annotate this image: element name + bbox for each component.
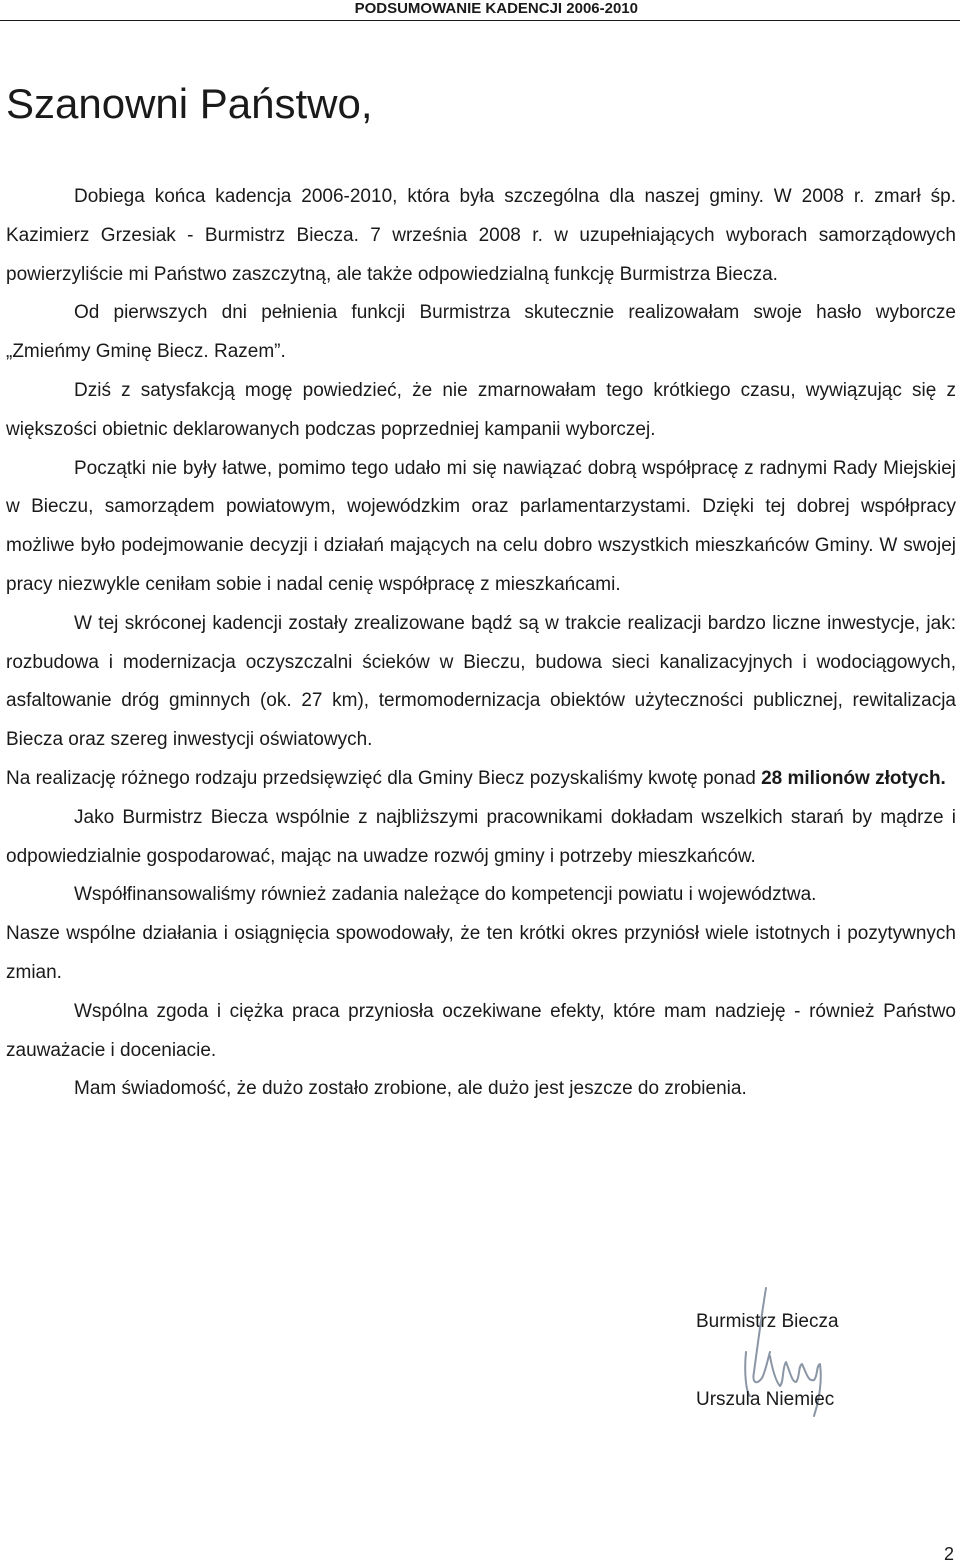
- paragraph-slogan: Od pierwszych dni pełnienia funkcji Burmistrza skutecznie realizowałam swoje hasło wyborcze „Zmieńmy Gminę Biecz. Razem”.: [6, 302, 956, 363]
- letter-body: [6, 178, 956, 1109]
- paragraph-achievements: Nasze wspólne działania i osiągnięcia spowodowały, że ten krótki okres przyniósł wiele istotnych i pozytywnych zmian.: [6, 923, 956, 983]
- funding-amount: 28 milionów złotych.: [761, 767, 946, 789]
- paragraph-management: Jako Burmistrz Biecza wspólnie z najbliższymi pracownikami dokładam wszelkich starań by mądrze i odpowiedzialnie gospodarować, mając na uwadze rozwój gminy i potrzeby mieszkańców.: [6, 806, 956, 867]
- funding-text: Na realizację różnego rodzaju przedsięwzięć dla Gminy Biecz pozyskaliśmy kwotę ponad: [6, 767, 762, 789]
- paragraph-satisfaction: Dziś z satysfakcją mogę powiedzieć, że nie zmarnowałam tego krótkiego czasu, wywiązując się z większości obietnic deklarowanych podczas poprzedniej kampanii wyborczej.: [6, 379, 956, 440]
- page-header: [0, 0, 960, 21]
- header-title: PODSUMOWANIE KADENCJI 2006-2010: [354, 0, 638, 17]
- paragraph-effects: Wspólna zgoda i ciężka praca przyniosła oczekiwane efekty, które mam nadzieję - również Państwo zauważacie i doceniacie.: [6, 1000, 956, 1061]
- signature-block: [696, 1304, 936, 1444]
- signature-role: Burmistrz Biecza: [696, 1311, 839, 1332]
- paragraph-cofinancing: Współfinansowaliśmy również zadania należące do kompetencji powiatu i województwa.: [74, 884, 817, 906]
- paragraph-investments: W tej skróconej kadencji zostały zrealizowane bądź są w trakcie realizacji bardzo liczne inwestycje, jak: rozbudowa i modernizacja oczyszczalni ścieków w Bieczu, budowa sieci kanalizacyjnych i wodociągowych, asfaltowanie dróg gminnych (ok. 27 km), termomodernizacja obiektów użyteczności publicznej, rewitalizacja Biecza oraz szereg inwestycji oświatowych.: [6, 612, 956, 751]
- signature-name: Urszula Niemiec: [696, 1389, 835, 1410]
- paragraph-closing: Mam świadomość, że dużo zostało zrobione, ale dużo jest jeszcze do zrobienia.: [74, 1078, 747, 1100]
- greeting-heading: Szanowni Państwo,: [6, 80, 373, 127]
- paragraph-cooperation: Początki nie były łatwe, pomimo tego udało mi się nawiązać dobrą współpracę z radnymi Rady Miejskiej w Bieczu, samorządem powiatowym, wojewódzkim oraz parlamentarzystami. Dzięki tej dobrej współpracy możliwe było podejmowanie decyzji i działań mających na celu dobro wszystkich mieszkańców Gminy. W swojej pracy niezwykle ceniłam sobie i nadal cenię współpracę z mieszkańcami.: [6, 457, 956, 595]
- page-number: 2: [943, 1544, 954, 1564]
- paragraph-funding: [6, 760, 956, 799]
- paragraph-intro: Dobiega końca kadencja 2006-2010, która była szczególna dla naszej gminy. W 2008 r. zmarł śp. Kazimierz Grzesiak - Burmistrz Biecza. 7 września 2008 r. w uzupełniających wyborach samorządowych powierzyliście mi Państwo zaszczytną, ale także odpowiedzialną funkcję Burmistrza Biecza.: [6, 186, 956, 285]
